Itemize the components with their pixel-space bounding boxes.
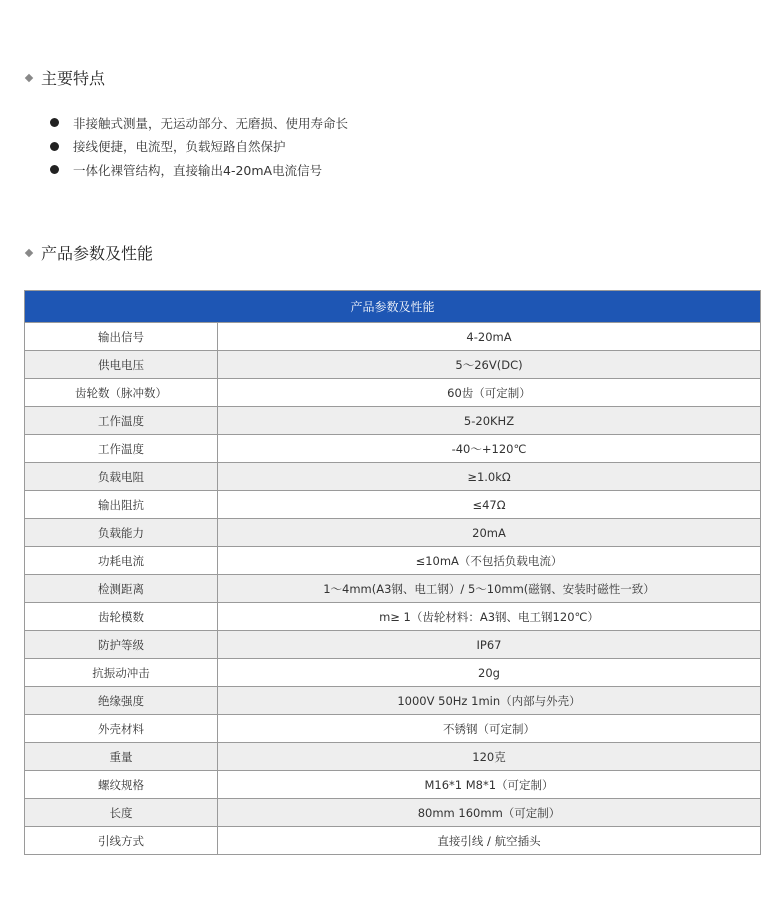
param-name: 工作温度 [25, 407, 218, 435]
param-value: m≥ 1（齿轮材料：A3钢、电工钢120℃） [218, 603, 761, 631]
param-value: 20g [218, 659, 761, 687]
diamond-bullet-icon [25, 248, 33, 256]
param-value: 120克 [218, 743, 761, 771]
param-name: 引线方式 [25, 827, 218, 855]
param-value: 20mA [218, 519, 761, 547]
param-name: 长度 [25, 799, 218, 827]
table-row [25, 519, 761, 547]
param-name: 检测距离 [25, 575, 218, 603]
param-value: -40～+120℃ [218, 435, 761, 463]
list-item [50, 158, 348, 182]
table-row [25, 827, 761, 855]
param-name: 抗振动冲击 [25, 659, 218, 687]
param-name: 绝缘强度 [25, 687, 218, 715]
param-name: 供电电压 [25, 351, 218, 379]
param-name: 外壳材料 [25, 715, 218, 743]
param-value: 4-20mA [218, 323, 761, 351]
param-value: 5-20KHZ [218, 407, 761, 435]
table-row [25, 323, 761, 351]
table-body [25, 323, 761, 855]
features-title: 主要特点 [41, 69, 106, 88]
list-item [50, 111, 348, 135]
table-row [25, 407, 761, 435]
param-name: 螺纹规格 [25, 771, 218, 799]
param-value: 1～4mm(A3钢、电工钢）/ 5～10mm(磁钢、安装时磁性一致） [218, 575, 761, 603]
params-heading [24, 241, 153, 264]
param-value: 直接引线 / 航空插头 [218, 827, 761, 855]
table-row [25, 743, 761, 771]
param-value: ≤10mA（不包括负载电流） [218, 547, 761, 575]
param-name: 负载电阻 [25, 463, 218, 491]
params-table [24, 290, 761, 855]
param-value: 60齿（可定制） [218, 379, 761, 407]
table-row [25, 379, 761, 407]
table-row [25, 491, 761, 519]
features-heading [24, 66, 105, 89]
table-row [25, 771, 761, 799]
param-name: 输出信号 [25, 323, 218, 351]
bullet-dot-icon [50, 165, 59, 174]
param-name: 工作温度 [25, 435, 218, 463]
param-name: 齿轮数（脉冲数） [25, 379, 218, 407]
feature-text: 接线便捷，电流型，负载短路自然保护 [73, 139, 286, 155]
table-row [25, 799, 761, 827]
param-name: 输出阻抗 [25, 491, 218, 519]
table-row [25, 575, 761, 603]
param-name: 功耗电流 [25, 547, 218, 575]
bullet-dot-icon [50, 118, 59, 127]
feature-text: 非接触式测量，无运动部分、无磨损、使用寿命长 [73, 115, 349, 131]
table-row [25, 351, 761, 379]
table-row [25, 687, 761, 715]
param-name: 重量 [25, 743, 218, 771]
param-value: 5～26V(DC) [218, 351, 761, 379]
bullet-dot-icon [50, 142, 59, 151]
table-row [25, 547, 761, 575]
param-value: M16*1 M8*1（可定制） [218, 771, 761, 799]
feature-text: 一体化裸管结构，直接输出4-20mA电流信号 [73, 162, 323, 178]
param-name: 齿轮模数 [25, 603, 218, 631]
param-name: 防护等级 [25, 631, 218, 659]
param-value: ≥1.0kΩ [218, 463, 761, 491]
table-row [25, 659, 761, 687]
table-row [25, 631, 761, 659]
table-row [25, 463, 761, 491]
table-header: 产品参数及性能 [25, 291, 761, 323]
features-list [50, 111, 348, 182]
table-row [25, 715, 761, 743]
param-value: IP67 [218, 631, 761, 659]
param-value: 不锈钢（可定制） [218, 715, 761, 743]
param-value: ≤47Ω [218, 491, 761, 519]
params-title: 产品参数及性能 [41, 244, 154, 263]
param-name: 负载能力 [25, 519, 218, 547]
diamond-bullet-icon [25, 73, 33, 81]
table-row [25, 435, 761, 463]
table-row [25, 603, 761, 631]
table-header-row [25, 291, 761, 323]
param-value: 1000V 50Hz 1min（内部与外壳） [218, 687, 761, 715]
list-item [50, 135, 348, 159]
param-value: 80mm 160mm（可定制） [218, 799, 761, 827]
